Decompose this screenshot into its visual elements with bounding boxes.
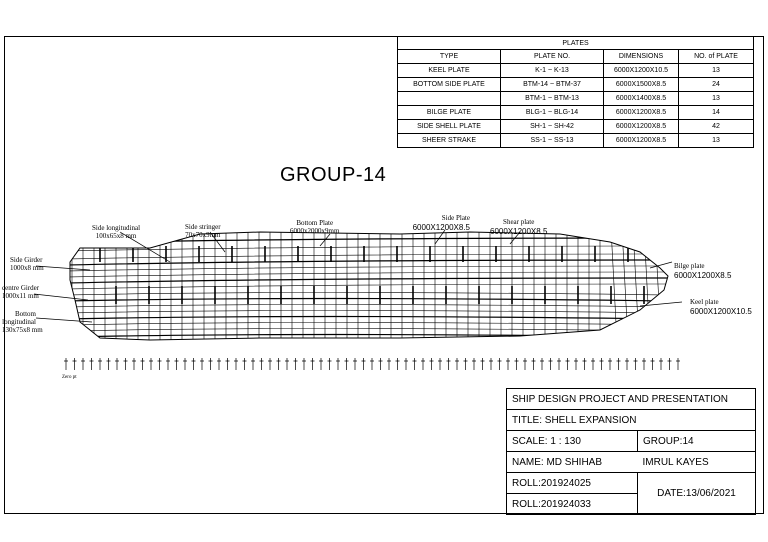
cell-plate-no: BTM-14 ~ BTM-37 xyxy=(501,78,604,92)
scale-tick xyxy=(166,358,170,370)
callout-line: 6000X1200X8.5 xyxy=(490,227,548,236)
scale-tick xyxy=(472,358,476,370)
callout-centre-girder xyxy=(2,284,40,300)
scale-tick xyxy=(489,358,493,370)
cell-dimensions: 6000X1200X8.5 xyxy=(604,106,679,120)
callout-side-longitudinal xyxy=(92,224,140,240)
header-dimensions: DIMENSIONS xyxy=(604,50,679,64)
scale-tick xyxy=(149,358,153,370)
scale-tick xyxy=(651,358,655,370)
cell-count: 13 xyxy=(679,64,754,78)
header-no-of-plate: NO. of PLATE xyxy=(679,50,754,64)
group-label: GROUP:14 xyxy=(638,431,756,452)
cell-plate-no: BLG-1 ~ BLG-14 xyxy=(501,106,604,120)
scale-tick xyxy=(549,358,553,370)
grid-line xyxy=(644,228,650,342)
date-label: DATE:13/06/2021 xyxy=(638,473,756,515)
scale-tick xyxy=(234,358,238,370)
scale-tick xyxy=(387,358,391,370)
scale-tick xyxy=(625,358,629,370)
callout-line: 6000X1200X8.5 xyxy=(674,271,732,280)
scale-tick xyxy=(107,358,111,370)
scale-tick xyxy=(370,358,374,370)
scale-label: SCALE: 1 : 130 xyxy=(507,431,638,452)
scale-tick xyxy=(523,358,527,370)
scale-tick xyxy=(634,358,638,370)
cell-type: BOTTOM SIDE PLATE xyxy=(398,78,501,92)
scale-tick xyxy=(455,358,459,370)
zero-point-label: Zero pt xyxy=(62,375,77,380)
scale-tick xyxy=(608,358,612,370)
callout-line: 1000x8 mm xyxy=(10,264,44,272)
scale-tick xyxy=(591,358,595,370)
scale-tick xyxy=(540,358,544,370)
cell-dimensions: 6000X1500X8.5 xyxy=(604,78,679,92)
grid-line xyxy=(655,228,661,342)
scale-tick xyxy=(175,358,179,370)
callout-line: longitudinal xyxy=(2,318,36,326)
cell-dimensions: 6000X1400X8.5 xyxy=(604,92,679,106)
scale-tick xyxy=(668,358,672,370)
callout-side-plate xyxy=(408,214,470,232)
scale-tick xyxy=(328,358,332,370)
scale-tick xyxy=(64,358,68,370)
grid-line xyxy=(622,228,628,342)
scale-tick xyxy=(481,358,485,370)
scale-tick xyxy=(115,358,119,370)
scale-tick xyxy=(158,358,162,370)
roll2-label: ROLL:201924033 xyxy=(507,494,638,515)
name2-label: IMRUL KAYES xyxy=(638,452,756,473)
callout-shear-plate xyxy=(490,218,547,236)
scale-tick xyxy=(243,358,247,370)
callout-bilge-plate xyxy=(674,262,731,280)
scale-tick xyxy=(379,358,383,370)
callout-line: Bilge plate xyxy=(674,262,705,270)
scale-tick xyxy=(73,358,77,370)
scale-tick xyxy=(676,358,680,370)
scale-tick xyxy=(311,358,315,370)
grid-line xyxy=(666,228,672,342)
drawing-title: TITLE: SHELL EXPANSION xyxy=(507,410,756,431)
callout-line: 100x65x8 mm xyxy=(95,232,137,240)
callout-line: Keel plate xyxy=(690,298,719,306)
scale-tick xyxy=(583,358,587,370)
scale-tick xyxy=(251,358,255,370)
scale-tick xyxy=(319,358,323,370)
callout-side-girder xyxy=(10,256,44,272)
scale-tick xyxy=(600,358,604,370)
cell-plate-no: SS-1 ~ SS-13 xyxy=(501,134,604,148)
scale-tick xyxy=(132,358,136,370)
header-plate-no: PLATE NO. xyxy=(501,50,604,64)
callout-line: Bottom xyxy=(14,310,36,318)
callout-line: 130x75x8 mm xyxy=(2,326,43,334)
scale-tick xyxy=(430,358,434,370)
scale-tick xyxy=(498,358,502,370)
scale-tick xyxy=(192,358,196,370)
scale-tick xyxy=(438,358,442,370)
callout-line: Shear plate xyxy=(503,218,535,226)
cell-count: 13 xyxy=(679,92,754,106)
callout-line: centre Girder xyxy=(2,284,40,292)
scale-tick xyxy=(362,358,366,370)
callout-bottom-plate xyxy=(290,219,339,235)
scale-tick xyxy=(141,358,145,370)
scale-tick xyxy=(413,358,417,370)
scale-tick xyxy=(659,358,663,370)
cell-dimensions: 6000X1200X10.5 xyxy=(604,64,679,78)
scale-tick xyxy=(277,358,281,370)
scale-tick xyxy=(226,358,230,370)
cell-plate-no: K-1 ~ K-13 xyxy=(501,64,604,78)
roll1-label: ROLL:201924025 xyxy=(507,473,638,494)
callout-line: 1000x11 mm xyxy=(2,292,39,300)
cell-plate-no: SH-1 ~ SH-42 xyxy=(501,120,604,134)
frame-scale xyxy=(64,358,680,370)
scale-tick xyxy=(566,358,570,370)
grid-line xyxy=(633,228,639,342)
scale-tick xyxy=(345,358,349,370)
cell-count: 24 xyxy=(679,78,754,92)
scale-tick xyxy=(574,358,578,370)
scale-tick xyxy=(506,358,510,370)
grid-line xyxy=(611,228,617,342)
scale-tick xyxy=(98,358,102,370)
callout-line: 6000X1200X8.5 xyxy=(412,223,470,232)
scale-tick xyxy=(617,358,621,370)
callout-line: 70x70x9mm xyxy=(185,231,221,239)
title-block xyxy=(506,388,756,515)
cell-count: 13 xyxy=(679,134,754,148)
callout-side-stringer xyxy=(185,223,221,239)
cell-dimensions: 6000X1200X8.5 xyxy=(604,134,679,148)
scale-tick xyxy=(515,358,519,370)
scale-tick xyxy=(209,358,213,370)
scale-tick xyxy=(302,358,306,370)
cell-type: SIDE SHELL PLATE xyxy=(398,120,501,134)
scale-tick xyxy=(81,358,85,370)
plates-table-caption: PLATES xyxy=(398,37,754,50)
callout-line: Side Plate xyxy=(441,214,470,222)
cell-type: SHEER STRAKE xyxy=(398,134,501,148)
scale-tick xyxy=(642,358,646,370)
scale-tick xyxy=(294,358,298,370)
scale-tick xyxy=(285,358,289,370)
scale-tick xyxy=(421,358,425,370)
cell-count: 42 xyxy=(679,120,754,134)
scale-tick xyxy=(336,358,340,370)
scale-tick xyxy=(90,358,94,370)
callout-bottom-longitudinal xyxy=(2,310,43,334)
scale-tick xyxy=(396,358,400,370)
cell-dimensions: 6000X1200X8.5 xyxy=(604,120,679,134)
scale-tick xyxy=(183,358,187,370)
callout-keel-plate xyxy=(690,298,752,316)
scale-tick xyxy=(268,358,272,370)
callout-line: Side Girder xyxy=(10,256,43,264)
scale-tick xyxy=(260,358,264,370)
header-type: TYPE xyxy=(398,50,501,64)
scale-tick xyxy=(447,358,451,370)
scale-tick xyxy=(124,358,128,370)
cell-type: BILGE PLATE xyxy=(398,106,501,120)
project-title: SHIP DESIGN PROJECT AND PRESENTATION xyxy=(507,389,756,410)
scale-tick xyxy=(557,358,561,370)
cell-plate-no: BTM-1 ~ BTM-13 xyxy=(501,92,604,106)
callout-line: 6000x2000x9mm xyxy=(290,227,340,235)
callout-line: Side longitudinal xyxy=(92,224,141,232)
scale-tick xyxy=(404,358,408,370)
cell-type: KEEL PLATE xyxy=(398,64,501,78)
scale-tick xyxy=(532,358,536,370)
scale-tick xyxy=(353,358,357,370)
name-label: NAME: MD SHIHAB xyxy=(507,452,638,473)
scale-tick xyxy=(464,358,468,370)
scale-tick xyxy=(217,358,221,370)
callout-line: Side stringer xyxy=(185,223,221,231)
cell-count: 14 xyxy=(679,106,754,120)
callout-line: Bottom Plate xyxy=(296,219,334,227)
scale-tick xyxy=(200,358,204,370)
group-title: GROUP-14 xyxy=(280,164,387,186)
callout-line: 6000X1200X10.5 xyxy=(690,307,752,316)
